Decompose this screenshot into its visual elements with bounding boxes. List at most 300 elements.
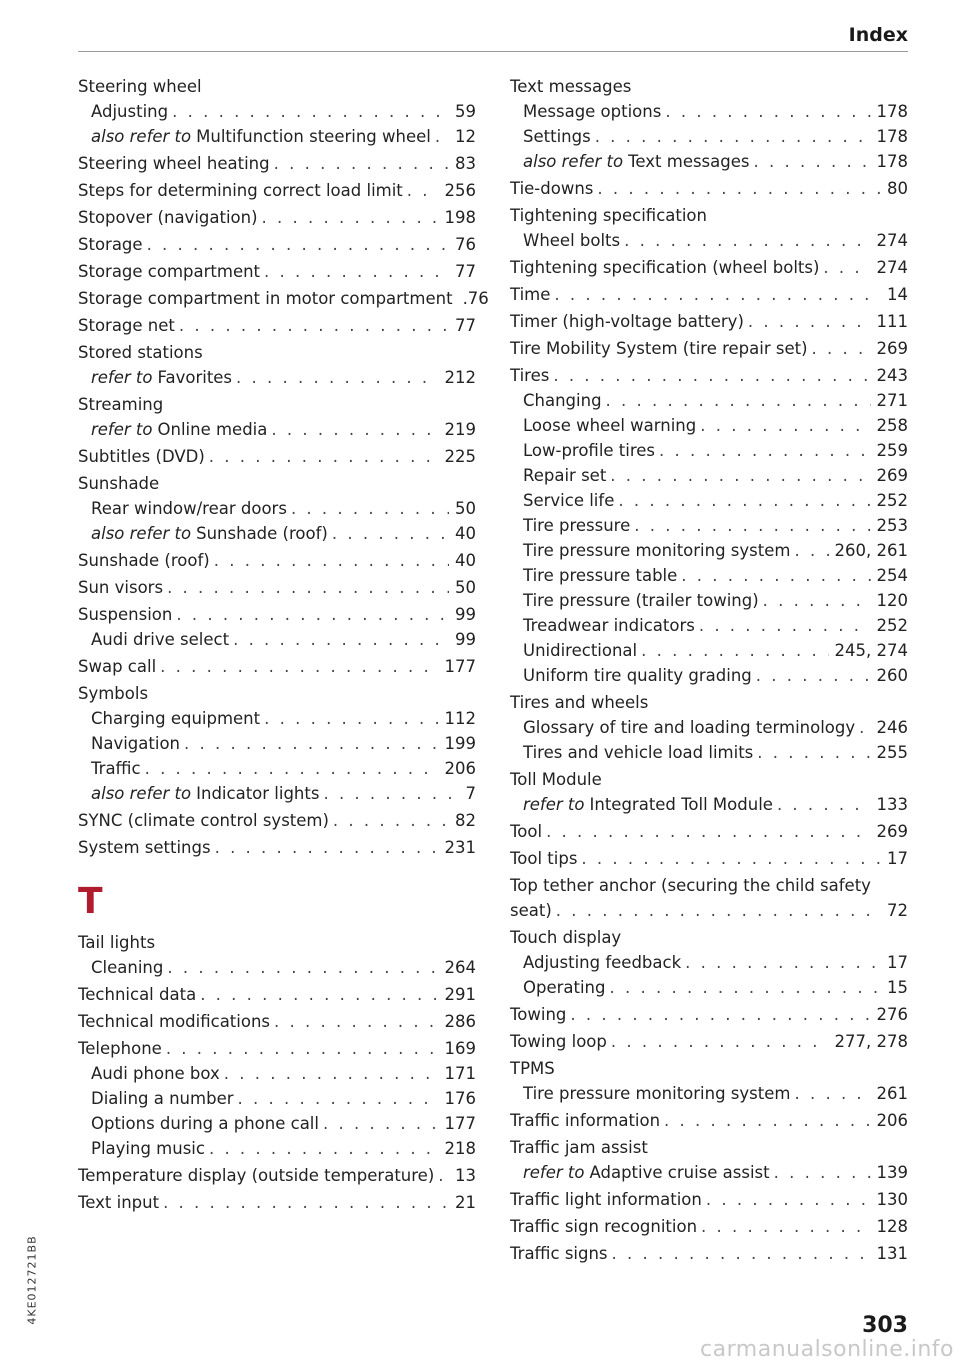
dot-leader — [209, 1136, 439, 1161]
entry-label-text: Steering wheel heating — [78, 154, 270, 173]
cross-reference-prefix: also refer to — [91, 127, 192, 146]
index-heading: Touch display — [510, 928, 622, 947]
entry-label-text: Indicator lights — [196, 784, 320, 803]
entry-label-text: Swap call — [78, 657, 157, 676]
page-reference: 259 — [876, 441, 908, 460]
entry-label — [523, 538, 790, 563]
entry-label — [78, 982, 196, 1007]
entry-label — [91, 1111, 319, 1136]
entry-label — [91, 627, 229, 652]
page-reference: 212 — [444, 368, 476, 387]
entry-label — [523, 663, 752, 688]
index-subentry — [78, 124, 476, 149]
index-subentry — [78, 1086, 476, 1111]
index-subentry — [78, 521, 476, 546]
entry-label-text: Tires — [510, 366, 550, 385]
page-reference: 72 — [887, 901, 908, 920]
index-heading: Stored stations — [78, 343, 203, 362]
entry-label-text: Sun visors — [78, 578, 164, 597]
index-entry — [510, 1187, 908, 1212]
index-entry — [510, 1002, 908, 1027]
entry-label — [78, 602, 172, 627]
cross-reference-prefix: also refer to — [91, 524, 192, 543]
dot-leader — [595, 124, 871, 149]
index-entry — [510, 1029, 908, 1054]
entry-label-text: Navigation — [91, 734, 180, 753]
entry-label — [510, 1108, 660, 1133]
dot-leader — [215, 835, 439, 860]
entry-label — [523, 563, 677, 588]
dot-leader — [664, 1108, 870, 1133]
header-divider — [78, 51, 908, 52]
entry-label-text: Time — [510, 285, 551, 304]
page-reference: 261 — [876, 1084, 908, 1103]
dot-leader — [794, 1081, 870, 1106]
cross-reference-prefix: refer to — [91, 368, 153, 387]
dot-leader — [570, 1002, 870, 1027]
entry-label-text: Tightening specification (wheel bolts) — [510, 258, 820, 277]
entry-label — [78, 444, 205, 469]
page-reference: 80 — [887, 179, 908, 198]
page-reference: 274 — [876, 258, 908, 277]
dot-leader — [323, 1111, 439, 1136]
dot-leader — [271, 417, 438, 442]
index-subentry — [510, 715, 908, 740]
index-subentry — [78, 955, 476, 980]
header-title: Index — [848, 24, 908, 46]
page-reference: 139 — [876, 1163, 908, 1182]
page-reference: 245, 274 — [834, 641, 908, 660]
dot-leader — [236, 365, 438, 390]
index-entry — [78, 835, 476, 860]
dot-leader — [333, 808, 449, 833]
dot-leader — [172, 99, 449, 124]
dot-leader — [699, 613, 871, 638]
dot-leader — [823, 255, 870, 280]
index-subentry — [510, 663, 908, 688]
entry-label — [523, 228, 620, 253]
entry-label-text: Text messages — [628, 152, 750, 171]
cross-reference-prefix: refer to — [91, 420, 153, 439]
entry-label — [91, 365, 232, 390]
entry-label-text: Playing music — [91, 1139, 205, 1158]
entry-label — [91, 756, 141, 781]
index-entry — [78, 1036, 476, 1061]
index-entry — [78, 178, 476, 203]
cross-reference-prefix: refer to — [523, 795, 585, 814]
page-reference: 83 — [455, 154, 476, 173]
entry-label-text: Telephone — [78, 1039, 162, 1058]
page-reference: 199 — [444, 734, 476, 753]
page-reference: 291 — [444, 985, 476, 1004]
index-heading: TPMS — [510, 1059, 555, 1078]
dot-leader — [611, 1029, 829, 1054]
page-reference: 260, 261 — [834, 541, 908, 560]
dot-leader — [659, 438, 870, 463]
index-heading: Toll Module — [510, 770, 602, 789]
page-reference: 252 — [876, 491, 908, 510]
page-reference: 77 — [455, 262, 476, 281]
dot-leader — [238, 1086, 439, 1111]
page-reference: 50 — [455, 578, 476, 597]
dot-leader — [556, 898, 881, 923]
index-subentry — [78, 627, 476, 652]
entry-label-text: Loose wheel warning — [523, 416, 697, 435]
entry-label — [523, 413, 696, 438]
index-heading: Symbols — [78, 684, 149, 703]
entry-label-text: seat) — [510, 901, 552, 920]
index-heading: Tail lights — [78, 933, 156, 952]
entry-label — [523, 740, 753, 765]
dot-leader — [438, 1163, 449, 1188]
entry-label-text: Low-profile tires — [523, 441, 656, 460]
entry-label-text: Uniform tire quality grading — [523, 666, 752, 685]
dot-leader — [597, 176, 881, 201]
entry-label — [510, 1002, 566, 1027]
section-letter: T — [78, 881, 103, 922]
page-reference: 178 — [876, 102, 908, 121]
entry-label-text: Changing — [523, 391, 602, 410]
index-entry — [78, 808, 476, 833]
entry-label — [78, 205, 258, 230]
entry-label-text: Message options — [523, 102, 662, 121]
index-heading: Tires and wheels — [510, 693, 649, 712]
entry-label-text: Glossary of tire and loading terminology — [523, 718, 856, 737]
page-reference: 17 — [887, 849, 908, 868]
dot-leader — [553, 363, 870, 388]
index-subentry — [510, 124, 908, 149]
entry-label-text: Cleaning — [91, 958, 164, 977]
dot-leader — [224, 1061, 439, 1086]
dot-leader — [618, 488, 870, 513]
index-subentry — [510, 488, 908, 513]
page-reference: 231 — [444, 838, 476, 857]
entry-label-text: Multifunction steering wheel — [196, 127, 431, 146]
entry-label — [91, 521, 328, 546]
entry-label-text: Traffic light information — [510, 1190, 702, 1209]
index-subentry — [510, 538, 908, 563]
page-reference: 286 — [444, 1012, 476, 1031]
page-reference: 255 — [876, 743, 908, 762]
index-entry — [78, 286, 489, 311]
index-subentry — [78, 417, 476, 442]
page-reference: 177 — [444, 1114, 476, 1133]
dot-leader — [754, 149, 871, 174]
entry-label — [523, 613, 695, 638]
index-heading: Traffic jam assist — [510, 1138, 648, 1157]
index-group-t-continued — [510, 74, 908, 1266]
page-reference: 76 — [455, 235, 476, 254]
dot-leader — [274, 1009, 438, 1034]
dot-leader — [634, 513, 870, 538]
page-reference: 264 — [444, 958, 476, 977]
entry-label-text: Tire pressure monitoring system — [523, 541, 791, 560]
entry-label-text: Repair set — [523, 466, 607, 485]
cross-reference-prefix: also refer to — [523, 152, 624, 171]
page-reference: 277, 278 — [834, 1032, 908, 1051]
dot-leader — [176, 602, 449, 627]
index-subentry — [510, 1160, 908, 1185]
index-subentry — [510, 613, 908, 638]
dot-leader — [706, 1187, 871, 1212]
index-entry — [510, 898, 908, 923]
entry-label — [78, 178, 403, 203]
entry-label-text: Settings — [523, 127, 591, 146]
index-subentry — [510, 975, 908, 1000]
entry-label — [523, 638, 637, 663]
index-subentry — [510, 228, 908, 253]
page-reference: 14 — [887, 285, 908, 304]
entry-label — [510, 176, 593, 201]
dot-leader — [179, 313, 449, 338]
entry-label-text: Dialing a number — [91, 1089, 234, 1108]
entry-label — [523, 463, 606, 488]
entry-label — [523, 438, 655, 463]
entry-label — [510, 282, 550, 307]
index-entry — [78, 313, 476, 338]
entry-label-text: Suspension — [78, 605, 173, 624]
entry-label — [78, 808, 329, 833]
page-reference: 225 — [444, 447, 476, 466]
entry-label — [78, 654, 156, 679]
entry-label-text: System settings — [78, 838, 211, 857]
page-reference: 269 — [876, 822, 908, 841]
entry-label — [510, 309, 744, 334]
cross-reference-prefix: also refer to — [91, 784, 192, 803]
index-entry — [78, 982, 476, 1007]
entry-label — [523, 792, 773, 817]
entry-label-text: Sunshade (roof) — [196, 524, 328, 543]
entry-label — [78, 1190, 159, 1215]
entry-label — [78, 313, 175, 338]
index-subentry — [78, 1061, 476, 1086]
entry-label-text: Adjusting feedback — [523, 953, 682, 972]
entry-label — [78, 1009, 270, 1034]
entry-label — [523, 1081, 790, 1106]
entry-label — [91, 781, 319, 806]
entry-label-text: Treadwear indicators — [523, 616, 695, 635]
entry-label — [91, 417, 267, 442]
page-reference: 218 — [444, 1139, 476, 1158]
entry-label — [78, 1163, 434, 1188]
entry-label-text: Tie-downs — [510, 179, 594, 198]
index-subentry — [78, 496, 476, 521]
entry-label-text: Integrated Toll Module — [589, 795, 773, 814]
page-reference: 243 — [876, 366, 908, 385]
dot-leader — [407, 178, 439, 203]
index-entry — [510, 1241, 908, 1266]
index-subentry — [510, 588, 908, 613]
page-reference: 254 — [876, 566, 908, 585]
page-reference: 17 — [887, 953, 908, 972]
entry-label — [78, 286, 453, 311]
index-heading: Sunshade — [78, 474, 160, 493]
page-reference: 77 — [455, 316, 476, 335]
page-reference: 198 — [444, 208, 476, 227]
index-entry — [78, 205, 476, 230]
dot-leader — [701, 1214, 870, 1239]
dot-leader — [748, 309, 871, 334]
page-reference: 276 — [876, 1005, 908, 1024]
index-subentry — [510, 149, 908, 174]
page-reference: 271 — [876, 391, 908, 410]
entry-label — [91, 1061, 220, 1086]
page-reference: 260 — [876, 666, 908, 685]
entry-label-text: SYNC (climate control system) — [78, 811, 329, 830]
dot-leader — [685, 950, 881, 975]
dot-leader — [233, 627, 449, 652]
dot-leader — [291, 496, 449, 521]
dot-leader — [859, 715, 870, 740]
entry-label-text: Online media — [157, 420, 268, 439]
dot-leader — [554, 282, 881, 307]
dot-leader — [145, 756, 439, 781]
dot-leader — [641, 638, 828, 663]
index-entry — [510, 819, 908, 844]
index-group-s — [78, 74, 489, 860]
index-subentry — [78, 99, 476, 124]
index-subentry — [510, 413, 908, 438]
entry-label-text: Adaptive cruise assist — [589, 1163, 770, 1182]
entry-label — [510, 1187, 702, 1212]
entry-label-text: Sunshade (roof) — [78, 551, 210, 570]
index-column-left — [78, 74, 489, 1215]
page-reference: 40 — [455, 551, 476, 570]
dot-leader — [209, 444, 439, 469]
entry-label-text: Service life — [523, 491, 615, 510]
dot-leader — [264, 259, 449, 284]
entry-label-text: Steps for determining correct load limit — [78, 181, 403, 200]
dot-leader — [435, 124, 449, 149]
entry-label-text: Towing — [510, 1005, 567, 1024]
page-reference: 269 — [876, 339, 908, 358]
index-entry — [78, 548, 476, 573]
entry-label-text: Tire pressure table — [523, 566, 678, 585]
dot-leader — [163, 1190, 449, 1215]
entry-label — [91, 731, 180, 756]
watermark: carmanualsonline.info — [700, 1337, 954, 1362]
page-reference: 246 — [876, 718, 908, 737]
entry-label-text: Tool — [510, 822, 543, 841]
index-subentry — [510, 950, 908, 975]
dot-leader — [665, 99, 870, 124]
entry-label — [523, 99, 661, 124]
entry-label-text: Audi drive select — [91, 630, 230, 649]
dot-leader — [262, 205, 439, 230]
dot-leader — [610, 975, 882, 1000]
page-reference: 50 — [455, 499, 476, 518]
page-reference: 111 — [876, 312, 908, 331]
index-heading: Text messages — [510, 77, 632, 96]
index-entry — [78, 151, 476, 176]
entry-label — [78, 259, 260, 284]
entry-label-text: Text input — [78, 1193, 160, 1212]
index-group-t — [78, 930, 476, 1215]
entry-label — [510, 1241, 608, 1266]
page-number: 303 — [862, 1313, 908, 1338]
index-entry — [78, 1009, 476, 1034]
entry-label — [510, 846, 577, 871]
dot-leader — [757, 740, 870, 765]
entry-label-text: Adjusting — [91, 102, 169, 121]
index-entry — [510, 282, 908, 307]
entry-label-text: Tire Mobility System (tire repair set) — [510, 339, 808, 358]
dot-leader — [794, 538, 828, 563]
page-reference: 130 — [876, 1190, 908, 1209]
entry-label-text: Tire pressure monitoring system — [523, 1084, 791, 1103]
dot-leader — [167, 575, 449, 600]
entry-label-text: Storage net — [78, 316, 175, 335]
entry-label-text: Storage compartment — [78, 262, 261, 281]
entry-label-text: Traffic signs — [510, 1244, 608, 1263]
entry-label-text: Traffic sign recognition — [510, 1217, 698, 1236]
page-reference: 258 — [876, 416, 908, 435]
page-reference: 40 — [455, 524, 476, 543]
index-entry — [510, 1108, 908, 1133]
dot-leader — [700, 413, 870, 438]
entry-label-text: Stopover (navigation) — [78, 208, 258, 227]
index-entry — [510, 1214, 908, 1239]
page-reference: 253 — [876, 516, 908, 535]
page-reference: 171 — [444, 1064, 476, 1083]
entry-label — [523, 588, 759, 613]
index-subentry — [510, 99, 908, 124]
entry-label-text: Options during a phone call — [91, 1114, 319, 1133]
page-reference: 112 — [444, 709, 476, 728]
entry-label — [523, 715, 855, 740]
entry-label — [91, 1136, 205, 1161]
entry-label — [523, 149, 750, 174]
index-subentry — [510, 463, 908, 488]
entry-label — [510, 898, 552, 923]
dot-leader — [756, 663, 871, 688]
index-entry — [78, 602, 476, 627]
page-reference: 206 — [876, 1111, 908, 1130]
index-entry — [78, 259, 476, 284]
page-reference: 252 — [876, 616, 908, 635]
dot-leader — [147, 232, 449, 257]
dot-leader — [763, 588, 871, 613]
document-code — [22, 1225, 42, 1335]
dot-leader — [214, 548, 449, 573]
entry-label-text: Towing loop — [510, 1032, 607, 1051]
dot-leader — [274, 151, 449, 176]
entry-label-text: Tool tips — [510, 849, 578, 868]
entry-label — [510, 336, 808, 361]
dot-leader — [546, 819, 870, 844]
page-reference: 128 — [876, 1217, 908, 1236]
dot-leader — [774, 1160, 871, 1185]
page-reference: 13 — [455, 1166, 476, 1185]
page-reference: 177 — [444, 657, 476, 676]
page-reference: 59 — [455, 102, 476, 121]
page-reference: 99 — [455, 630, 476, 649]
index-subentry — [510, 740, 908, 765]
entry-label — [523, 975, 606, 1000]
index-entry — [510, 363, 908, 388]
index-entry — [510, 176, 908, 201]
index-subentry — [510, 438, 908, 463]
entry-label — [523, 513, 630, 538]
page-reference: 82 — [455, 811, 476, 830]
index-subentry — [510, 388, 908, 413]
entry-label — [523, 124, 591, 149]
page-reference: 131 — [876, 1244, 908, 1263]
dot-leader — [812, 336, 871, 361]
entry-label — [510, 1029, 607, 1054]
entry-label-text: Subtitles (DVD) — [78, 447, 205, 466]
entry-label — [523, 950, 681, 975]
